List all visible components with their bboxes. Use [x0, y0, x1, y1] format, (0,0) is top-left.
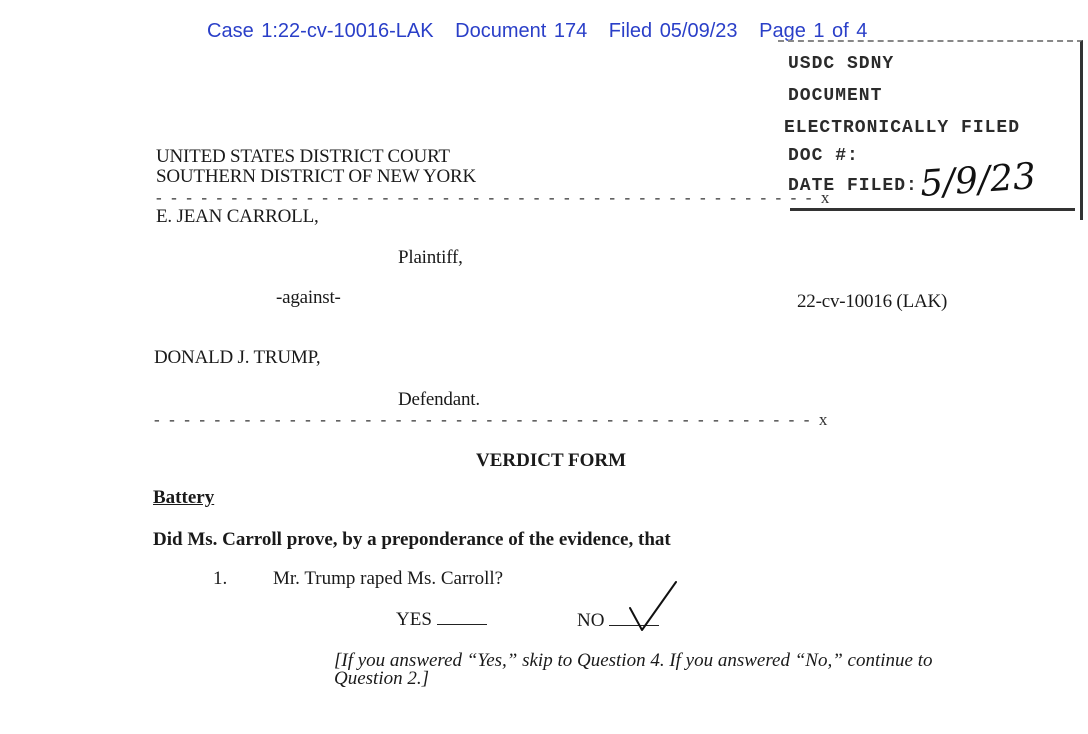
section-heading: Battery	[153, 487, 215, 508]
page-indicator: Page 1 of 4	[759, 20, 868, 42]
stamp-handwritten-date: 5/9/23	[918, 156, 1038, 205]
lead-question: Did Ms. Carroll prove, by a preponderance of the evidence, that	[153, 529, 671, 550]
yes-label: YES	[396, 609, 432, 630]
instruction-line-2: Question 2.]	[334, 668, 429, 689]
plaintiff-name: E. JEAN CARROLL,	[156, 206, 319, 227]
case-number: 22-cv-10016 (LAK)	[797, 291, 948, 312]
court-name-line1: UNITED STATES DISTRICT COURT	[156, 146, 450, 167]
stamp-document: DOCUMENT	[788, 86, 883, 106]
filed-date: Filed 05/09/23	[608, 20, 738, 42]
yes-answer-blank[interactable]	[437, 610, 487, 625]
case-number-header: Case 1:22-cv-10016-LAK	[207, 20, 434, 42]
defendant-role: Defendant.	[398, 389, 480, 410]
against-label: -against-	[276, 287, 341, 308]
stamp-doc-number: DOC #:	[788, 146, 859, 166]
plaintiff-role: Plaintiff,	[398, 247, 463, 268]
question-text: Mr. Trump raped Ms. Carroll?	[273, 568, 504, 589]
document-number: Document 174	[455, 20, 588, 42]
court-name-line2: SOUTHERN DISTRICT OF NEW YORK	[156, 166, 477, 187]
no-label: NO	[577, 610, 605, 631]
stamp-bottom-rule	[790, 208, 1075, 211]
stamp-electronically-filed: ELECTRONICALLY FILED	[784, 118, 1021, 138]
form-title: VERDICT FORM	[476, 450, 627, 471]
caption-separator-bottom: - - - - - - - - - - - - - - - - - - - - - - - - - - - - - - - - - - - - - - - - - - - - x	[154, 410, 830, 429]
stamp-date-filed: DATE FILED:	[788, 176, 918, 196]
checkmark-icon	[620, 578, 684, 634]
defendant-name: DONALD J. TRUMP,	[154, 347, 321, 368]
instruction-text	[334, 652, 974, 688]
yes-option[interactable]	[396, 609, 487, 631]
caption-separator-top: - - - - - - - - - - - - - - - - - - - - - - - - - - - - - - - - - - - - - - - - - - - - x	[156, 188, 832, 207]
stamp-court: USDC SDNY	[788, 54, 895, 74]
instruction-line-1: [If you answered “Yes,” skip to Question 4. If you answered “No,” continue to	[334, 650, 933, 671]
question-number: 1.	[213, 568, 228, 589]
